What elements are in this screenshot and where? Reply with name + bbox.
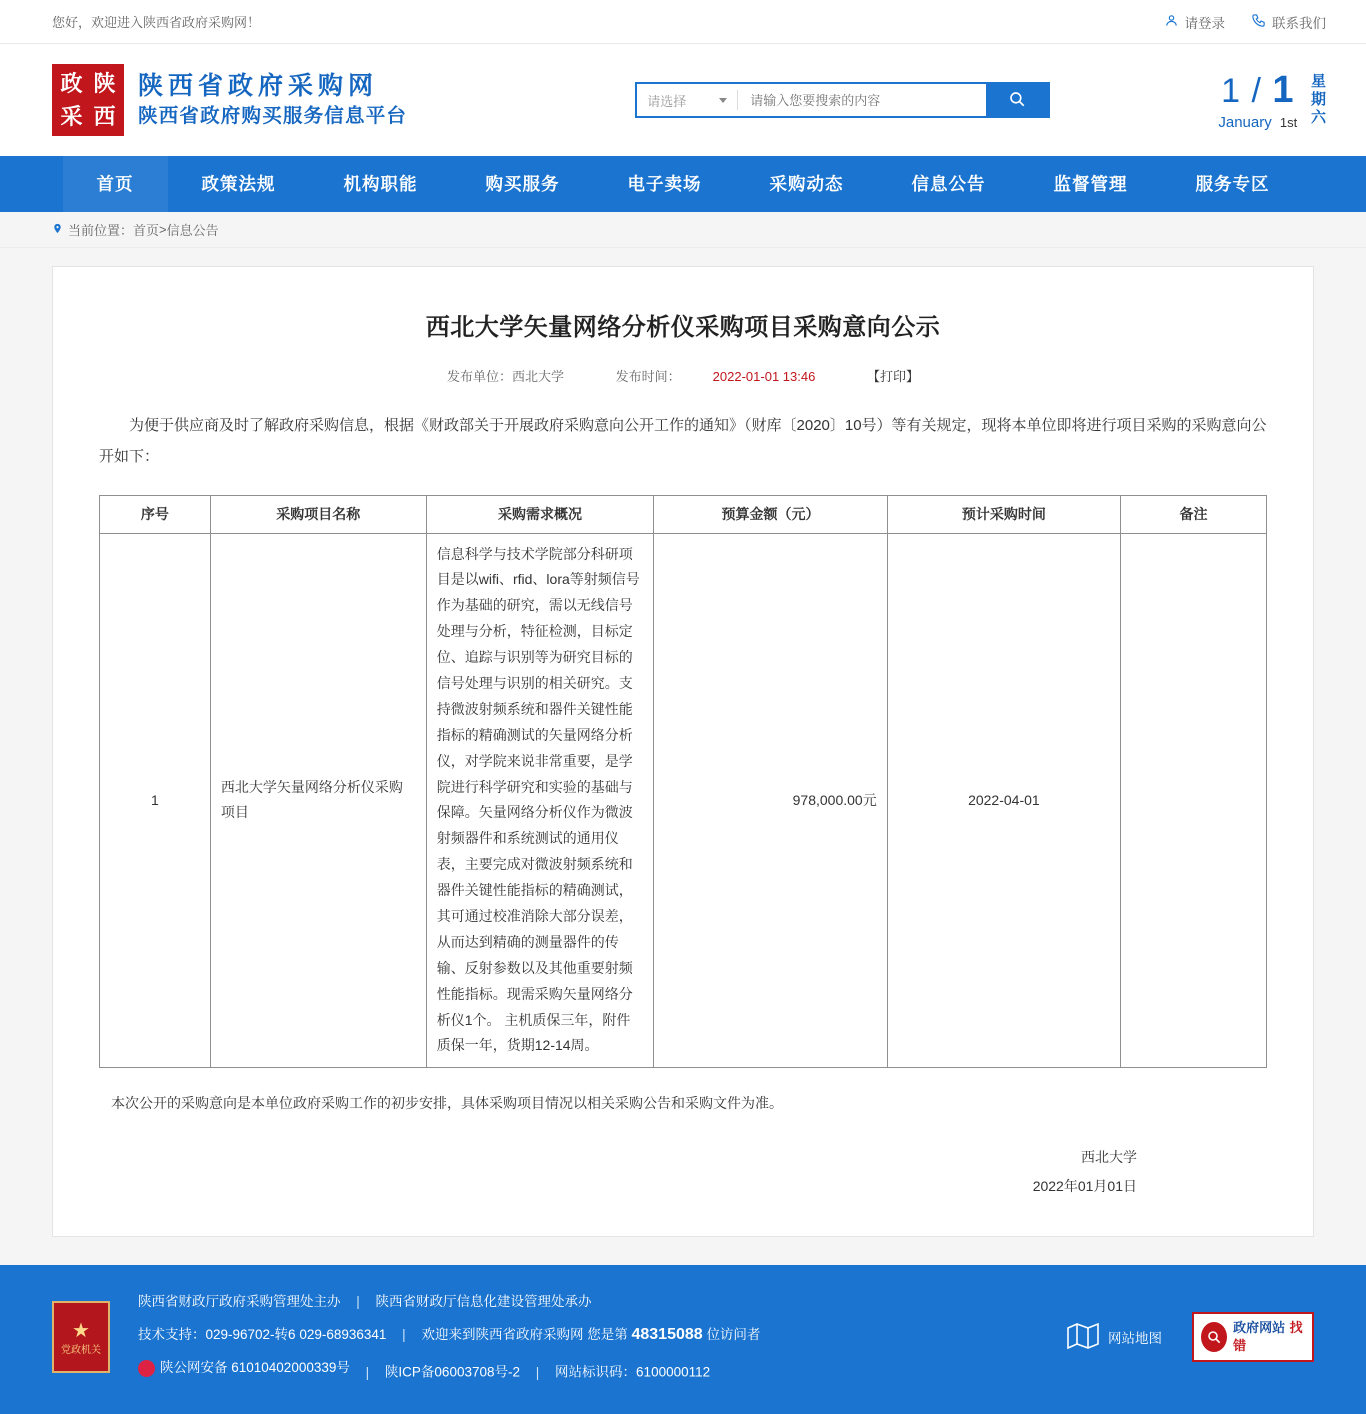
signature-date: 2022年01月01日 <box>1032 1178 1137 1195</box>
logo-char-2: 陕 <box>93 70 116 96</box>
breadcrumb-current[interactable]: 信息公告 <box>166 223 219 238</box>
gov-button-line2: 找错 <box>1233 1320 1303 1354</box>
gov-button-line1: 政府网站 <box>1233 1320 1286 1336</box>
search-icon <box>1008 90 1026 111</box>
nav-item-supervision[interactable]: 监督管理 <box>1053 174 1128 194</box>
nav-item-functions[interactable]: 机构职能 <box>343 174 418 194</box>
brand-block[interactable] <box>52 64 407 136</box>
cell-project-name: 西北大学矢量网络分析仪采购项目 <box>210 533 426 1068</box>
map-icon <box>1066 1321 1100 1354</box>
th-project-name: 采购项目名称 <box>210 495 426 533</box>
phone-icon <box>1251 13 1266 31</box>
footer-sep-2: | <box>402 1327 406 1343</box>
police-badge-icon <box>138 1360 155 1377</box>
brand-subtitle: 陕西省政府购买服务信息平台 <box>138 105 408 128</box>
date-numbers <box>1218 68 1298 131</box>
footer-sep-4: | <box>535 1364 540 1380</box>
footer-operator: 陕西省财政厅信息化建设管理处承办 <box>375 1293 592 1309</box>
gov-site-error-report-button[interactable] <box>1192 1312 1314 1362</box>
footer-host: 陕西省财政厅政府采购管理处主办 <box>138 1293 341 1309</box>
footer-sep-3: | <box>365 1364 370 1380</box>
star-icon: ★ <box>72 1319 90 1342</box>
intro-paragraph: 为便于供应商及时了解政府采购信息，根据《财政部关于开展政府采购意向公开工作的通知》（财库〔2020〕10号）等有关规定，现将本单位即将进行项目采购的采购意向公开如下： <box>99 417 1267 465</box>
date-english <box>1218 115 1297 130</box>
date-day-num: 1 <box>1272 68 1295 111</box>
date-digits <box>1218 68 1297 111</box>
print-button[interactable]: 【打印】 <box>866 369 919 384</box>
footer-line-3 <box>138 1353 760 1388</box>
cell-no: 1 <box>100 533 211 1068</box>
cell-expected-date: 2022-04-01 <box>887 533 1120 1068</box>
th-remark: 备注 <box>1121 495 1267 533</box>
th-expected-date: 预计采购时间 <box>887 495 1120 533</box>
search-category-value: 请选择 <box>647 93 687 109</box>
signature-block <box>99 1143 1267 1202</box>
page-title: 西北大学矢量网络分析仪采购项目采购意向公示 <box>425 314 941 341</box>
closing-note: 本次公开的采购意向是本单位政府采购工作的初步安排，具体采购项目情况以相关采购公告和采购文件为准。 <box>111 1095 783 1112</box>
police-record-text: 陕公网安备 61010402000339号 <box>160 1360 350 1376</box>
logo-char-3: 采 <box>60 103 83 129</box>
date-month-num: 1 <box>1221 71 1242 110</box>
date-widget <box>1218 67 1326 133</box>
breadcrumb <box>0 212 1366 248</box>
date-day-en: 1st <box>1279 114 1298 130</box>
search-category-select[interactable] <box>637 84 737 116</box>
gov-emblem-icon <box>52 1301 110 1373</box>
site-map-label: 网站地图 <box>1108 1331 1162 1347</box>
article-card <box>52 266 1314 1237</box>
date-weekday <box>1307 67 1326 133</box>
footer-visitor-prefix: 欢迎来到陕西省政府采购网 您是第 <box>421 1327 628 1343</box>
site-footer <box>0 1265 1366 1414</box>
breadcrumb-home[interactable]: 首页 <box>133 223 160 238</box>
brand-title: 陕西省政府采购网 <box>138 72 379 101</box>
footer-sep-1: | <box>356 1293 360 1309</box>
login-link[interactable] <box>1164 12 1226 32</box>
site-map-link[interactable] <box>1066 1321 1162 1354</box>
footer-line-1 <box>138 1287 760 1317</box>
brand-text <box>138 70 407 129</box>
th-budget: 预算金额（元） <box>654 495 887 533</box>
footer-visitor-count: 48315088 <box>631 1326 703 1344</box>
publish-time <box>600 369 835 384</box>
footer-right <box>1066 1312 1314 1362</box>
publish-time-value: 2022-01-01 13:46 <box>712 369 816 384</box>
nav-item-announcements[interactable]: 信息公告 <box>911 174 986 194</box>
cell-budget: 978,000.00元 <box>654 533 887 1068</box>
breadcrumb-prefix: 当前位置： <box>68 223 134 238</box>
site-logo <box>52 64 124 136</box>
logo-char-4: 西 <box>93 103 116 129</box>
date-slash: / <box>1251 71 1273 110</box>
publisher-label: 发布单位：西北大学 <box>447 369 565 384</box>
cell-remark <box>1121 533 1267 1068</box>
nav-item-service-zone[interactable]: 服务专区 <box>1195 174 1270 194</box>
nav-item-news[interactable]: 采购动态 <box>769 174 844 194</box>
breadcrumb-separator: > <box>159 222 167 237</box>
user-icon <box>1164 13 1179 31</box>
nav-item-home[interactable]: 首页 <box>63 156 168 212</box>
search-input[interactable] <box>738 84 986 116</box>
gov-button-text <box>1233 1319 1305 1355</box>
th-requirement: 采购需求概况 <box>426 495 654 533</box>
nav-item-emarket[interactable]: 电子卖场 <box>627 174 702 194</box>
icp-record[interactable]: 陕ICP备06003708号-2 <box>384 1364 520 1380</box>
article-meta <box>99 366 1267 385</box>
cell-requirement: 信息科学与技术学院部分科研项目是以wifi、rfid、lora等射频信号作为基础的研究，需以无线信号处理与分析，特征检测，目标定位、追踪与识别等为研究目标的信号处理与识别的相关研究。支持微波射频系统和器件关键性能指标的精确测试的矢量网络分析仪，对学院来说非常重要，是学院进行科学研究和实验的基础与保障。矢量网络分析仪作为微波射频器件和系统测试的通用仪表，主要完成对微波射频系统和器件关键性能指标的精确测试，其可通过校准消除大部分误差，从而达到精确的测量器件的传输、反射参数以及其他重要射频性能指标。现需采购矢量网络分析仪1个。 主机质保三年，附件质保一年，货期12-14周。 <box>426 533 654 1068</box>
date-month-en: January <box>1218 113 1272 131</box>
site-id-code: 网站标识码：6100000112 <box>555 1364 711 1380</box>
logo-char-1: 政 <box>60 70 83 96</box>
footer-visitor-suffix: 位访问者 <box>706 1327 761 1343</box>
contact-link[interactable] <box>1251 12 1326 32</box>
th-no: 序号 <box>100 495 211 533</box>
procurement-table <box>99 495 1267 1069</box>
emblem-label: 党政机关 <box>61 1344 101 1356</box>
contact-label: 联系我们 <box>1272 15 1326 31</box>
search-box <box>635 82 1050 118</box>
top-bar <box>0 0 1366 44</box>
location-pin-icon <box>52 222 63 238</box>
login-label: 请登录 <box>1184 15 1225 31</box>
top-bar-right <box>1164 12 1327 32</box>
nav-item-purchase-service[interactable]: 购买服务 <box>485 174 560 194</box>
main-nav <box>0 156 1366 212</box>
nav-item-policy[interactable]: 政策法规 <box>201 174 276 194</box>
search-area <box>635 82 1050 118</box>
footer-text-block <box>138 1287 760 1388</box>
chevron-down-icon <box>719 98 727 103</box>
table-row <box>100 533 1267 1068</box>
date-weekday-text: 星期六 <box>1309 73 1326 127</box>
site-header <box>0 44 1366 156</box>
footer-support: 技术支持：029-96702-转6 029-68936341 <box>138 1327 387 1343</box>
page-body <box>0 248 1366 1265</box>
police-record[interactable] <box>138 1353 350 1383</box>
welcome-text: 您好，欢迎进入陕西省政府采购网！ <box>52 15 261 30</box>
publish-time-label: 发布时间： <box>615 369 681 384</box>
signature-unit: 西北大学 <box>1081 1148 1137 1165</box>
magnifier-icon <box>1201 1322 1227 1352</box>
search-button[interactable] <box>986 84 1048 116</box>
table-header-row <box>100 495 1267 533</box>
footer-line-2 <box>138 1317 760 1353</box>
